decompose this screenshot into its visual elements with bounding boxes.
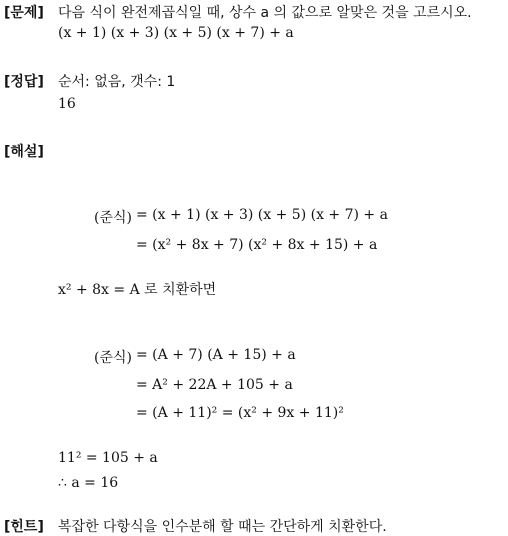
problem-label: [문제]	[4, 5, 44, 21]
block2-line2: = A² + 22A + 105 + a	[136, 377, 293, 393]
hint-label: [힌트]	[4, 519, 44, 535]
equation-2: ∴ a = 16	[58, 475, 119, 491]
explanation-label: [해설]	[4, 144, 44, 160]
hint-text: 복잡한 다항식을 인수분해 할 때는 간단하게 치환한다.	[58, 519, 387, 535]
block2-line1: = (A + 7) (A + 15) + a	[136, 347, 296, 363]
problem-text: 다음 식이 완전제곱식일 때, 상수 a 의 값으로 알맞은 것을 고르시오.	[58, 5, 472, 21]
block1-line2: = (x² + 8x + 7) (x² + 8x + 15) + a	[136, 237, 378, 253]
block2-lhs: (준식)	[94, 350, 132, 366]
answer-value: 16	[58, 96, 76, 112]
substitution-text: x² + 8x = A 로 치환하면	[58, 282, 217, 298]
answer-label: [정답]	[4, 74, 44, 90]
block1-line1: = (x + 1) (x + 3) (x + 5) (x + 7) + a	[136, 207, 388, 223]
equation-1: 11² = 105 + a	[58, 450, 158, 466]
block1-lhs: (준식)	[94, 210, 132, 226]
problem-expression: (x + 1) (x + 3) (x + 5) (x + 7) + a	[58, 25, 294, 41]
block2-line3: = (A + 11)² = (x² + 9x + 11)²	[136, 405, 344, 421]
answer-meta: 순서: 없음, 갯수: 1	[58, 74, 176, 90]
